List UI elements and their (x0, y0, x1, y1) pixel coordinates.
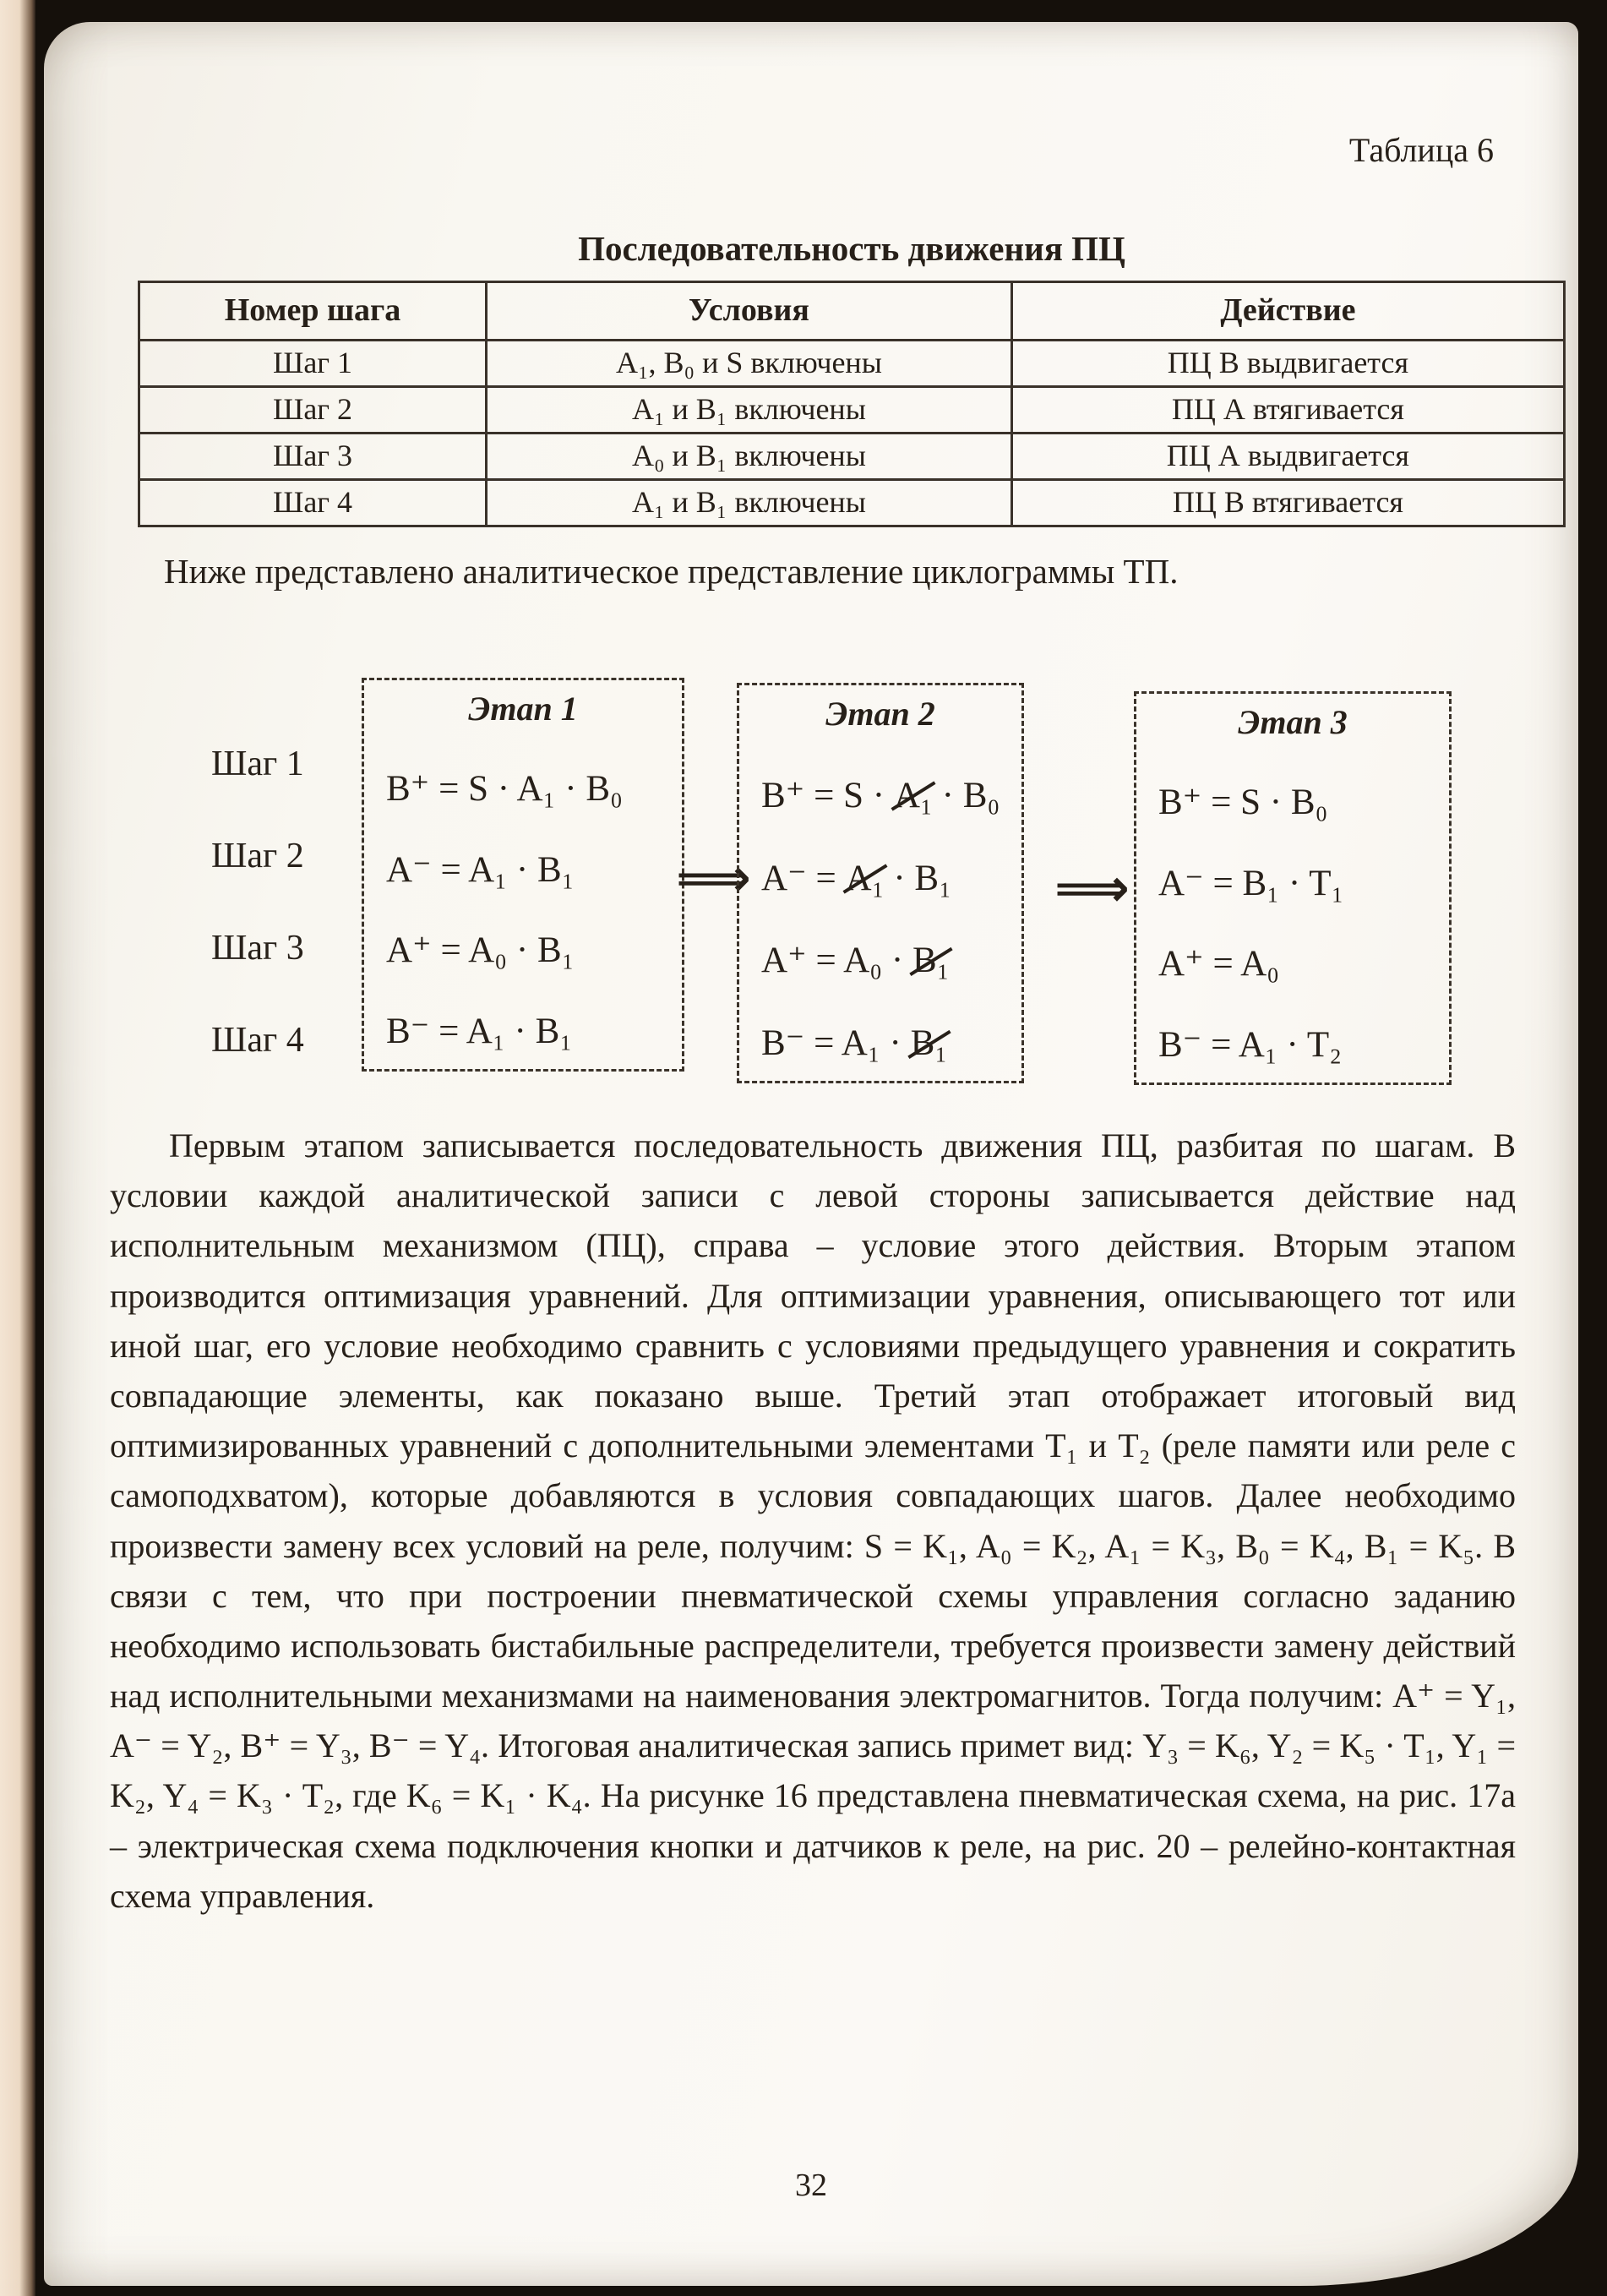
step-cell: Шаг 3 (139, 434, 487, 480)
crossed-out-term: B₁ (910, 1023, 948, 1063)
stage-title: Этап 2 (825, 695, 935, 733)
action-cell: ПЦ А втягивается (1011, 387, 1564, 434)
crossed-out-term: A₁ (893, 775, 933, 815)
table-row (139, 387, 1565, 434)
equation: B⁺ = S · A₁ · B₀ (386, 768, 624, 809)
table-row (139, 341, 1565, 387)
eq-segment: · B₀ (932, 775, 1000, 815)
eq-segment: A⁺ = A₀ · (761, 941, 912, 981)
step-label: Шаг 2 (211, 837, 304, 875)
stage-box-3 (1134, 691, 1452, 1085)
stage-box-2 (737, 683, 1024, 1083)
action-cell: ПЦ А выдвигается (1011, 434, 1564, 480)
condition-cell: A₁ и B₁ включены (487, 387, 1012, 434)
table-row (139, 480, 1565, 526)
intro-sentence: Ниже представлено аналитическое представление циклограммы ТП. (164, 552, 1179, 591)
step-label: Шаг 4 (211, 1021, 304, 1060)
adjacent-page-edge (0, 0, 35, 2296)
equation: B⁻ = A₁ · T₂ (1158, 1025, 1343, 1065)
header-step-number: Номер шага (139, 282, 487, 341)
equation (761, 774, 1000, 816)
equation: B⁻ = A₁ · B₁ (386, 1012, 573, 1051)
table-caption: Таблица 6 (1348, 131, 1494, 169)
equation: A⁺ = A₀ · B₁ (386, 930, 575, 971)
equation: A⁻ = B₁ · T₁ (1158, 863, 1344, 903)
equation (761, 939, 1000, 981)
table-header-row (139, 282, 1565, 341)
step-cell: Шаг 1 (139, 341, 487, 387)
implies-arrow-icon: ⟹ (676, 847, 751, 908)
page-number: 32 (795, 2168, 827, 2203)
cyclogram-diagram (44, 673, 1578, 1104)
equation: B⁺ = S · B₀ (1158, 782, 1328, 822)
crossed-out-term: B₁ (912, 941, 950, 981)
diagram-step-labels (211, 742, 304, 1062)
condition-cell: A₁ и B₁ включены (487, 480, 1012, 526)
action-cell: ПЦ В втягивается (1011, 480, 1564, 526)
equation (761, 1022, 1000, 1064)
step-label: Шаг 3 (211, 929, 304, 968)
step-label: Шаг 1 (211, 744, 304, 783)
stage-title: Этап 3 (1238, 703, 1348, 741)
equation: A⁻ = A₁ · B₁ (386, 849, 575, 890)
condition-cell: A₀ и B₁ включены (487, 434, 1012, 480)
eq-segment: A⁻ = (761, 858, 846, 898)
step-cell: Шаг 4 (139, 480, 487, 526)
crossed-out-term: A₁ (845, 858, 885, 898)
step-cell: Шаг 2 (139, 387, 487, 434)
movement-sequence-table (138, 281, 1566, 527)
eq-segment: B⁺ = S · (761, 775, 894, 815)
body-paragraph: Первым этапом записывается последовательность движения ПЦ, разбитая по шагам. В условии каждой аналитической записи с левой стороны записывается действие над исполнительным механизмом (ПЦ), справа – условие этого действия. Вторым этапом производится оптимизация уравнений. Для оптимизации уравнения, описывающего тот или иной шаг, его условие необходимо сравнить с условиями предыдущего уравнения и сократить совпадающие элементы, как показано выше. Третий этап отображает итоговый вид оптимизированных уравнений с дополнительными элементами Т₁ и Т₂ (реле памяти или реле с самоподхватом), которые добавляются в условия совпадающих шагов. Далее необходимо произвести замену всех условий на реле, получим: S = K₁, A₀ = K₂, A₁ = K₃, B₀ = K₄, B₁ = K₅. В связи с тем, что при построении пневматической схемы управления согласно заданию необходимо использовать бистабильные распределители, требуется произвести замену действий над исполнительными механизмами на наименования электромагнитов. Тогда получим: A⁺ = Y₁, A⁻ = Y₂, B⁺ = Y₃, B⁻ = Y₄. Итоговая аналитическая запись примет вид: Y₃ = K₆, Y₂ = K₅ · T₁, Y₁ = K₂, Y₄ = K₃ · T₂, где K₆ = K₁ · K₄. На рисунке 16 представлена пневматическая схема, на рис. 17а – электрическая схема подключения кнопки и датчиков к реле, на рис. 20 – релейно-контактная схема управления. (110, 1126, 1517, 1915)
implies-arrow-icon: ⟹ (1054, 857, 1130, 919)
equation: A⁺ = A₀ (1158, 944, 1280, 984)
header-action: Действие (1011, 282, 1564, 341)
eq-segment: · B₁ (884, 858, 952, 898)
action-cell: ПЦ В выдвигается (1011, 341, 1564, 387)
condition-cell: A₁, B₀ и S включены (487, 341, 1012, 387)
book-page (44, 22, 1578, 2286)
stage-title: Этап 1 (468, 690, 578, 728)
table-row (139, 434, 1565, 480)
eq-segment: B⁻ = A₁ · (761, 1023, 911, 1063)
equation (761, 857, 1000, 899)
table-title: Последовательность движения ПЦ (578, 229, 1125, 268)
stage-box-1 (362, 678, 684, 1072)
header-conditions: Условия (487, 282, 1012, 341)
